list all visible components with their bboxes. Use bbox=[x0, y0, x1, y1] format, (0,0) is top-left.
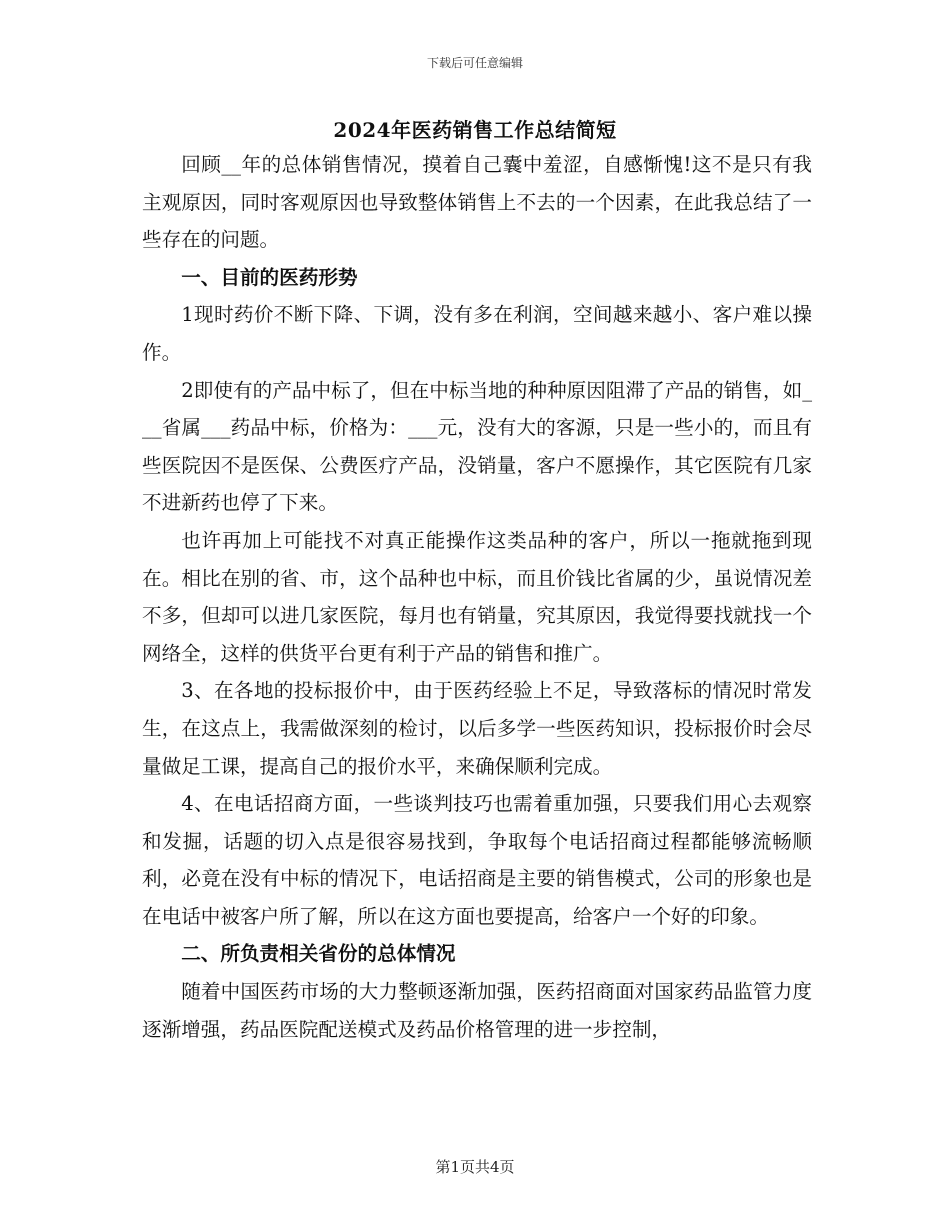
section-heading-1: 一、目前的医药形势 bbox=[181, 265, 358, 289]
body-paragraph: 也许再加上可能找不对真正能操作这类品种的客户，所以一拖就拖到现在。相比在别的省、市，这个品种也中标，而且价钱比省属的少，虽说情况差不多，但却可以进几家医院，每月也有销量，究其原因，我觉得要找就找一个网络全，这样的供货平台更有利于产品的销售和推广。 bbox=[142, 528, 812, 665]
header-note: 下载后可任意编辑 bbox=[426, 56, 523, 70]
body-paragraph: 4、在电话招商方面，一些谈判技巧也需着重加强，只要我们用心去观察和发掘，话题的切入点是很容易找到，争取每个电话招商过程都能够流畅顺利，必竟在没有中标的情况下，电话招商是主要的销售模式，公司的形象也是在电话中被客户所了解，所以在这方面也要提高，给客户一个好的印象。 bbox=[142, 792, 812, 928]
body-paragraph: 1现时药价不断下降、下调，没有多在利润，空间越来越小、客户难以操作。 bbox=[142, 303, 812, 364]
body-paragraph: 3、在各地的投标报价中，由于医药经验上不足，导致落标的情况时常发生，在这点上，我需做深刻的检讨，以后多学一些医药知识，投标报价时会尽量做足工课，提高自己的报价水平，来确保顺利完成。 bbox=[142, 679, 812, 778]
section-heading-2: 二、所负责相关省份的总体情况 bbox=[181, 942, 456, 966]
body-paragraph: 随着中国医药市场的大力整顿逐渐加强，医药招商面对国家药品监管力度逐渐增强，药品医院配送模式及药品价格管理的进一步控制， bbox=[142, 980, 812, 1041]
body-paragraph: 2即使有的产品中标了，但在中标当地的种种原因阻滞了产品的销售，如___省属___药品中标，价格为：___元，没有大的客源，只是一些小的，而且有些医院因不是医保、公费医疗产品，没销量，客户不愿操作，其它医院有几家不进新药也停了下来。 bbox=[142, 378, 812, 515]
intro-paragraph: 回顾__年的总体销售情况，摸着自己囊中羞涩，自感惭愧!这不是只有我主观原因，同时客观原因也导致整体销售上不去的一个因素，在此我总结了一些存在的问题。 bbox=[142, 153, 812, 252]
page-footer: 第1页共4页 bbox=[435, 1158, 515, 1176]
document-title: 2024年医药销售工作总结简短 bbox=[333, 118, 617, 142]
document-body bbox=[142, 146, 812, 1048]
